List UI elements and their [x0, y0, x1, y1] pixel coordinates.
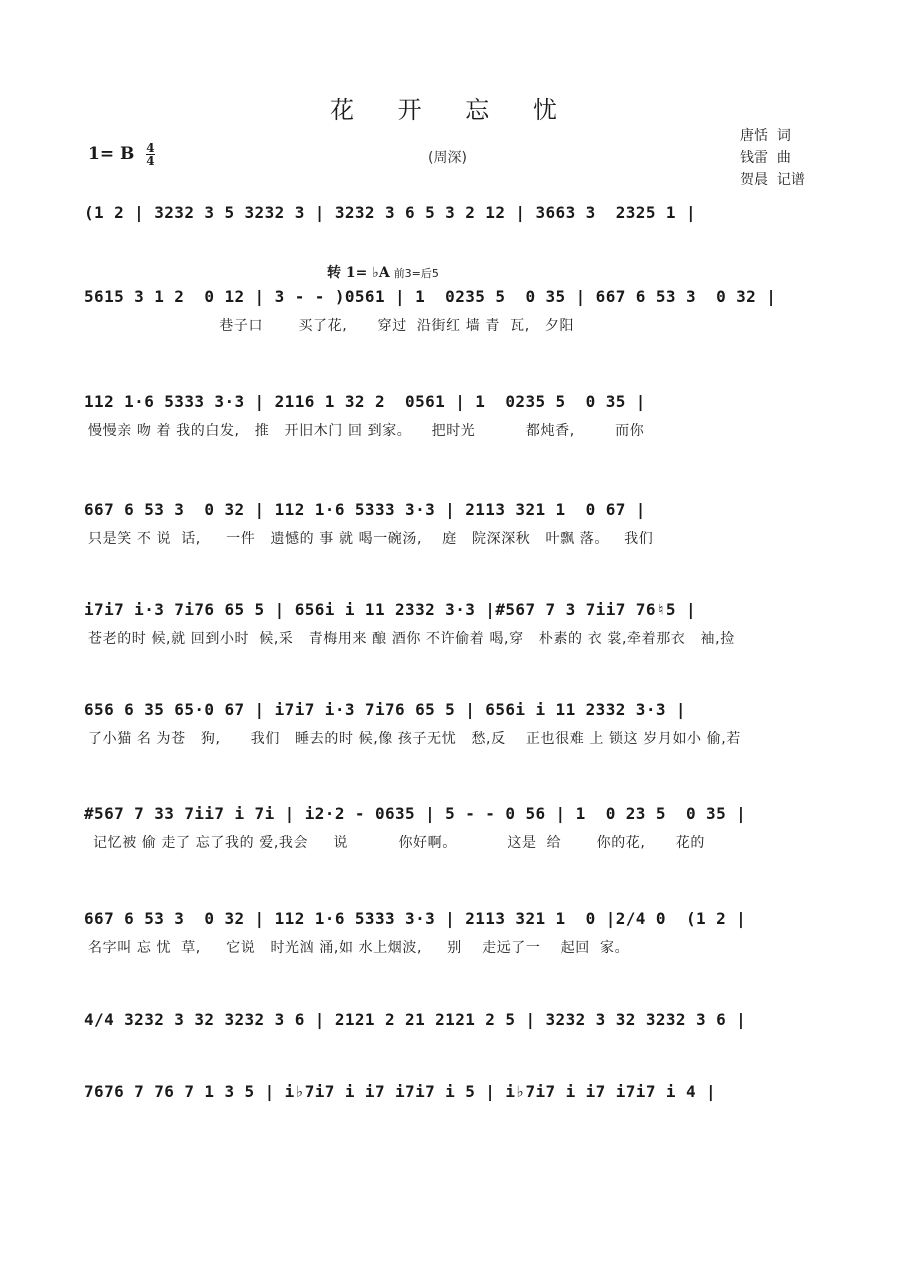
staff-line-4 — [84, 497, 820, 549]
key-text: 1= B — [88, 144, 135, 164]
staff-line-7 — [84, 801, 820, 853]
lyrics-row: 巷子口 买了花, 穿过 沿街红 墙 青 瓦, 夕阳 — [88, 318, 575, 334]
lyrics-row: 名字叫 忘 忧 草, 它说 时光汹 涌,如 水上烟波, 别 走远了一 起回 家。 — [88, 940, 630, 956]
time-signature-top: 4 — [146, 141, 155, 155]
notation-row: 667 6 53 3 0 32 | 112 1·6 5333 3·3 | 2113 321 1 0 67 | — [84, 500, 646, 519]
lyrics-row: 了小猫 名 为苍 狗, 我们 睡去的时 候,像 孩子无忧 愁,反 正也很难 上 锁这 岁月如小 偷,若 — [88, 731, 741, 747]
notation-row: 667 6 53 3 0 32 | 112 1·6 5333 3·3 | 2113 321 1 0 |2/4 0 (1 2 | — [84, 909, 747, 928]
time-signature-bottom: 4 — [146, 154, 155, 168]
staff-line-6 — [84, 697, 820, 749]
notation-row: #567 7 33 7ii7 i 7i | i2·2 - 0635 | 5 - - 0 56 | 1 0 23 5 0 35 | — [84, 804, 747, 823]
notation-row: 5615 3 1 2 0 12 | 3 - - )0561 | 1 0235 5 0 35 | 667 6 53 3 0 32 | — [84, 287, 777, 306]
notation-row: (1 2 | 3232 3 5 3232 3 | 3232 3 6 5 3 2 12 | 3663 3 2325 1 | — [84, 203, 697, 222]
staff-line-9 — [84, 1007, 820, 1033]
lyrics-row: 只是笑 不 说 话, 一件 遗憾的 事 就 喝一碗汤, 庭 院深深秋 叶飘 落。 我们 — [88, 531, 654, 547]
staff-line-2 — [84, 284, 820, 336]
modulation-note: 前3=后5 — [393, 267, 439, 280]
composer-credit: 钱雷 曲 — [740, 150, 791, 166]
staff-line-10 — [84, 1079, 820, 1105]
singer-label: (周深) — [428, 150, 467, 166]
modulation-marker — [327, 262, 439, 282]
key-signature — [88, 142, 155, 167]
notation-row: 112 1·6 5333 3·3 | 2116 1 32 2 0561 | 1 0235 5 0 35 | — [84, 392, 646, 411]
song-title: 花 开 忘 忧 — [330, 96, 575, 124]
staff-line-8 — [84, 906, 820, 958]
time-signature — [146, 142, 154, 167]
staff-line-5 — [84, 597, 820, 649]
credits — [740, 125, 805, 191]
notation-row: 656 6 35 65·0 67 | i7i7 i·3 7i76 65 5 | 656i i 11 2332 3·3 | — [84, 700, 686, 719]
notation-row: i7i7 i·3 7i76 65 5 | 656i i 11 2332 3·3 |#567 7 3 7ii7 76♮5 | — [84, 600, 697, 619]
notation-row: 4/4 3232 3 32 3232 3 6 | 2121 2 21 2121 2 5 | 3232 3 32 3232 3 6 | — [84, 1010, 747, 1029]
lyrics-row — [84, 232, 820, 252]
lyrics-row: 苍老的时 候,就 回到小时 候,采 青梅用来 酿 酒你 不许偷着 喝,穿 朴素的 衣 裳,牵着那衣 袖,捡 — [88, 631, 735, 647]
lyricist-credit: 唐恬 词 — [740, 128, 791, 144]
notation-row: 7676 7 76 7 1 3 5 | i♭7i7 i i7 i7i7 i 5 | i♭7i7 i i7 i7i7 i 4 | — [84, 1082, 717, 1101]
transcriber-credit: 贺晨 记谱 — [740, 172, 805, 188]
lyrics-row: 记忆被 偷 走了 忘了我的 爱,我会 说 你好啊。 这是 给 你的花, 花的 — [88, 835, 705, 851]
staff-line-1 — [84, 200, 820, 252]
staff-line-3 — [84, 389, 820, 441]
lyrics-row: 慢慢亲 吻 着 我的白发, 推 开旧木门 回 到家。 把时光 都炖香, 而你 — [88, 423, 645, 439]
modulation-text: 转 1= ♭A — [327, 265, 390, 281]
